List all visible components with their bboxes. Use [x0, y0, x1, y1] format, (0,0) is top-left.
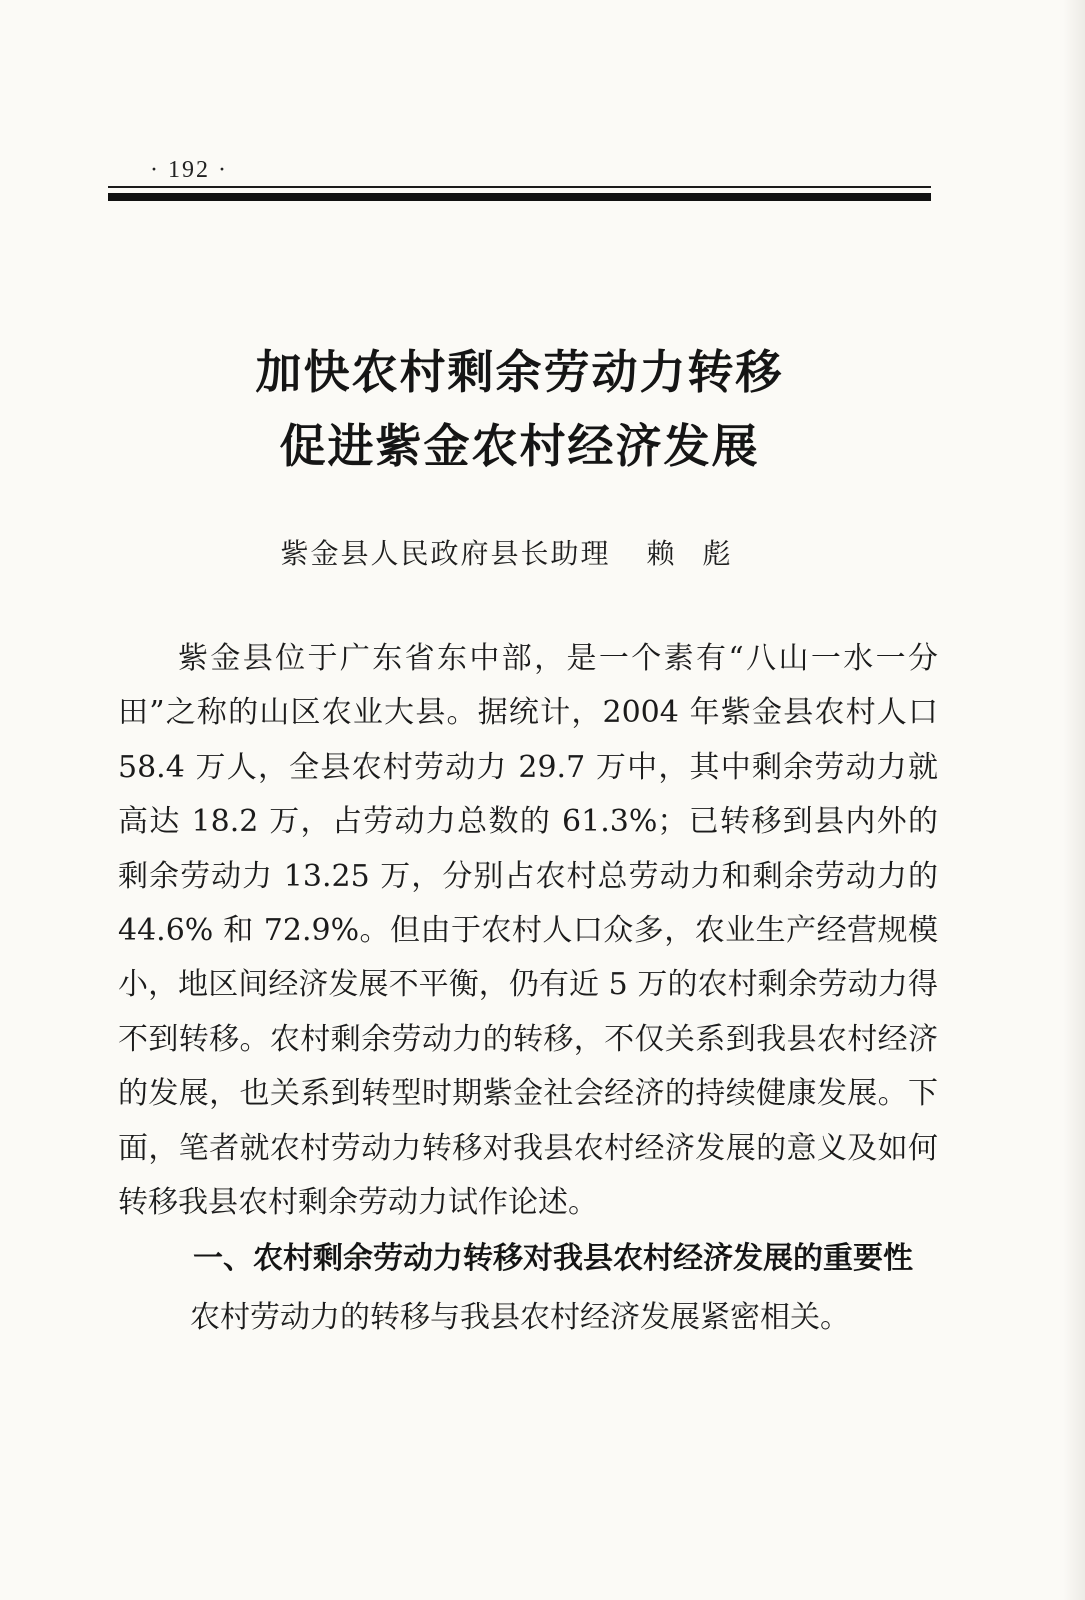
body-paragraph-1: 紫金县位于广东省东中部，是一个素有“八山一水一分田”之称的山区农业大县。据统计，2004 年紫金县农村人口 58.4 万人，全县农村劳动力 29.7 万中，其中剩余劳动力就高达 18.2 万，占劳动力总数的 61.3%；已转移到县内外的剩余劳动力 13.25 万，分别占农村总劳动力和剩余劳动力的 44.6% 和 72.9%。但由于农村人口众多，农业生产经营规模小，地区间经济发展不平衡，仍有近 5 万的农村剩余劳动力得不到转移。农村剩余劳动力的转移，不仅关系到我县农村经济的发展，也关系到转型时期紫金社会经济的持续健康发展。下面，笔者就农村劳动力转移对我县农村经济发展的意义及如何转移我县农村剩余劳动力试作论述。: [118, 641, 938, 1221]
article-title-line-2: 促进紫金农村经济发展: [279, 419, 760, 473]
article-title-line-1: 加快农村剩余劳动力转移: [255, 345, 784, 399]
header-rule-thin: [108, 186, 931, 188]
article-body: [118, 632, 938, 1348]
author-name: 赖彪: [646, 537, 759, 570]
page-number: · 192 ·: [150, 157, 228, 183]
byline: [108, 532, 931, 572]
body-paragraph-2: 农村劳动力的转移与我县农村经济发展紧密相关。: [190, 1300, 850, 1336]
scan-edge-shadow: [1063, 0, 1085, 1600]
section-heading-1: 一、农村剩余劳动力转移对我县农村经济发展的重要性: [193, 1241, 913, 1277]
header-rule-thick: [108, 193, 931, 201]
author-position: 紫金县人民政府县长助理: [280, 537, 611, 570]
